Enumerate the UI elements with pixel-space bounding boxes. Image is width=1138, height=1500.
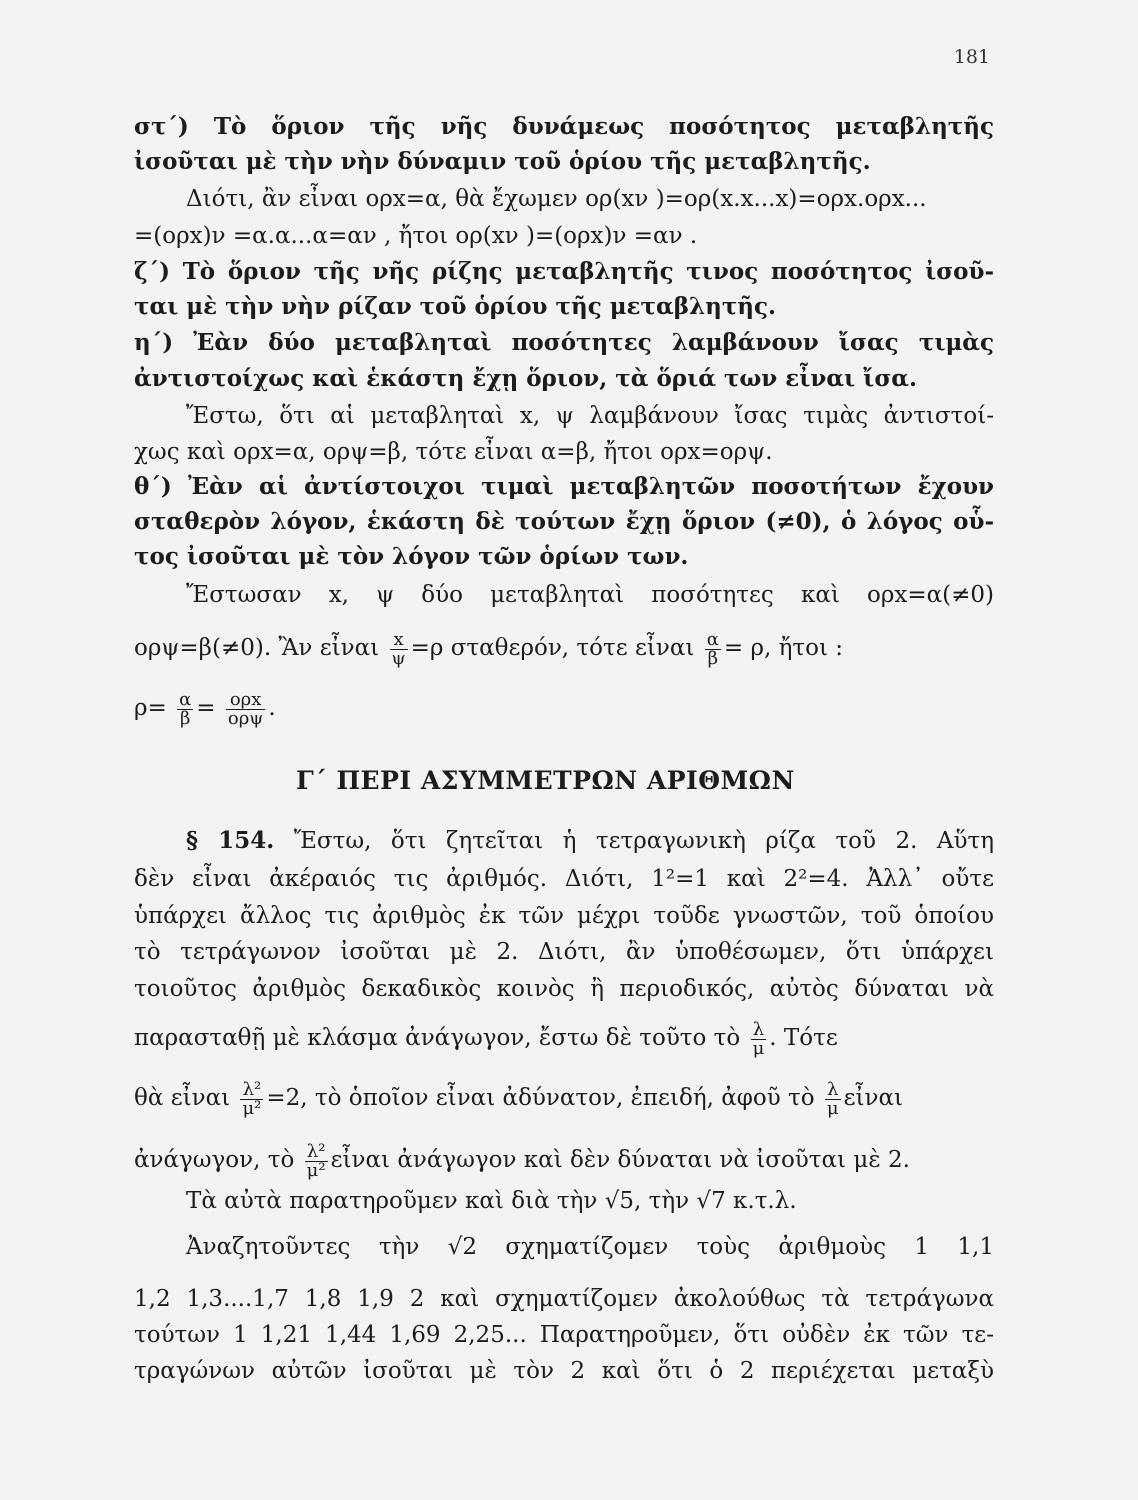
text-segment: =2, τὸ ὁποῖον εἶναι ἀδύνατον, ἐπειδή, ἀφοῦ τὸ bbox=[266, 1085, 815, 1111]
fraction-lambda-over-mu bbox=[751, 1018, 767, 1059]
numerator: λ bbox=[751, 1021, 767, 1040]
proposition-th-line-1: θ΄) Ἐὰν αἱ ἀντίστοιχοι τιμαὶ μεταβλητῶν ποσοτήτων ἔχουν bbox=[134, 473, 994, 500]
proposition-z-line-2: ται μὲ τὴν νὴν ρίζαν τοῦ ὁρίου τῆς μεταβλητῆς. bbox=[134, 293, 777, 320]
denominator: μ bbox=[752, 1037, 765, 1059]
section-154-line-2: δὲν εἶναι ἀκέραιός τις ἀριθμός. Διότι, 1²=1 καὶ 2²=4. Ἀλλ᾽ οὔτε bbox=[134, 866, 994, 892]
proposition-st-line-1: στ΄) Τὸ ὅριον τῆς νῆς δυνάμεως ποσότητος μεταβλητῆς bbox=[134, 113, 994, 140]
numerator: λ bbox=[825, 1081, 841, 1100]
section-154-line-7 bbox=[134, 1074, 994, 1122]
numerator: x bbox=[390, 631, 408, 650]
proof-st-line-2: =(ορx)ν =α.α...α=αν , ἤτοι ορ(xν )=(ορx)ν =αν . bbox=[134, 223, 698, 249]
fraction-alpha-over-beta bbox=[177, 688, 193, 729]
numerator: λ² bbox=[240, 1081, 263, 1100]
section-154-line-5: τοιοῦτος ἀριθμὸς δεκαδικὸς κοινὸς ἢ περιοδικός, αὐτὸς δύναται νὰ bbox=[134, 976, 994, 1002]
proof-th-line-2 bbox=[134, 626, 994, 670]
page-number: 181 bbox=[953, 46, 990, 68]
text-segment: εἶναι bbox=[843, 1085, 904, 1111]
denominator: β bbox=[707, 647, 719, 669]
text-segment: . bbox=[268, 695, 276, 721]
text-segment: ρ= bbox=[134, 695, 167, 721]
fraction-lambda-over-mu bbox=[825, 1078, 841, 1119]
numerator: α bbox=[179, 688, 192, 710]
numerator: λ² bbox=[305, 1143, 328, 1162]
proof-th-line-1: Ἔστωσαν x, ψ δύο μεταβληταὶ ποσότητες καὶ ορx=α(≠0) bbox=[186, 582, 994, 608]
fraction-x-over-psi bbox=[390, 628, 408, 669]
text-segment: ἀνάγωγον, τὸ bbox=[134, 1147, 295, 1173]
fraction-orx-over-orpsi bbox=[226, 688, 266, 729]
denominator: β bbox=[179, 707, 191, 729]
proposition-h-line-2: ἀντιστοίχως καὶ ἑκάστη ἔχῃ ὅριον, τὰ ὅριά των εἶναι ἴσα. bbox=[134, 365, 917, 392]
text-segment: = ρ, ἤτοι : bbox=[723, 635, 844, 661]
denominator: μ bbox=[826, 1097, 839, 1119]
proposition-th-line-2: σταθερὸν λόγον, ἑκάστη δὲ τούτων ἔχῃ ὅριον (≠0), ὁ λόγος οὗ- bbox=[134, 508, 994, 535]
denominator: μ² bbox=[306, 1159, 326, 1181]
numerator: α bbox=[706, 628, 719, 650]
text-segment: εἶναι ἀνάγωγον καὶ δὲν δύναται νὰ ἰσοῦται μὲ 2. bbox=[330, 1147, 910, 1173]
fraction-lambda2-over-mu2 bbox=[240, 1078, 263, 1119]
denominator: ορψ bbox=[227, 707, 264, 729]
proposition-h-line-1: η΄) Ἐὰν δύο μεταβληταὶ ποσότητες λαμβάνουν ἴσας τιμὰς bbox=[134, 329, 994, 356]
section-154-line-8 bbox=[134, 1136, 994, 1184]
denominator: ψ bbox=[391, 647, 406, 669]
section-154-line-13: τραγώνων αὐτῶν ἰσοῦται μὲ τὸν 2 καὶ ὅτι ὁ 2 περιέχεται μεταξὺ bbox=[134, 1358, 994, 1384]
numerator: ορx bbox=[226, 691, 266, 710]
section-number: § 154. bbox=[186, 827, 275, 854]
text-segment: =ρ σταθερόν, τότε εἶναι bbox=[410, 635, 695, 661]
proof-st-line-1: Διότι, ἂν εἶναι ορx=α, θὰ ἔχωμεν ορ(xν )=ορ(x.x...x)=ορx.ορx... bbox=[186, 186, 927, 212]
proposition-st-line-2: ἰσοῦται μὲ τὴν νὴν δύναμιν τοῦ ὁρίου τῆς μεταβλητῆς. bbox=[134, 148, 871, 175]
text-segment: παρασταθῇ μὲ κλάσμα ἀνάγωγον, ἔστω δὲ τοῦτο τὸ bbox=[134, 1025, 741, 1051]
text-segment: = bbox=[196, 695, 216, 721]
section-154-line-4: τὸ τετράγωνον ἰσοῦται μὲ 2. Διότι, ἂν ὑποθέσωμεν, ὅτι ὑπάρχει bbox=[134, 939, 994, 965]
text-segment: θὰ εἶναι bbox=[134, 1085, 231, 1111]
proposition-th-line-3: τος ἰσοῦται μὲ τὸν λόγον τῶν ὁρίων των. bbox=[134, 543, 689, 570]
section-154-line-9: Τὰ αὐτὰ παρατηροῦμεν καὶ διὰ τὴν √5, τὴν √7 κ.τ.λ. bbox=[186, 1188, 797, 1214]
proof-th-line-3 bbox=[134, 684, 994, 732]
section-154-line-6 bbox=[134, 1014, 994, 1062]
proof-h-line-1: Ἔστω, ὅτι αἱ μεταβληταὶ x, ψ λαμβάνουν ἴσας τιμὰς ἀντιστοί- bbox=[186, 403, 994, 429]
section-heading: Γ΄ ΠΕΡΙ ΑΣΥΜΜΕΤΡΩΝ ΑΡΙΘΜΩΝ bbox=[296, 766, 795, 795]
section-154-line-1 bbox=[134, 826, 994, 856]
proposition-z-line-1: ζ΄) Τὸ ὅριον τῆς νῆς ρίζης μεταβλητῆς τινος ποσότητος ἰσοῦ- bbox=[134, 258, 994, 285]
section-154-line-10: Ἀναζητοῦντες τὴν √2 σχηματίζομεν τοὺς ἀριθμοὺς 1 1,1 bbox=[186, 1234, 994, 1260]
section-154-line-11: 1,2 1,3....1,7 1,8 1,9 2 καὶ σχηματίζομεν ἀκολούθως τὰ τετράγωνα bbox=[134, 1286, 994, 1312]
text-segment: . Τότε bbox=[769, 1025, 838, 1051]
section-154-line-3: ὑπάρχει ἄλλος τις ἀριθμὸς ἐκ τῶν μέχρι τοῦδε γνωστῶν, τοῦ ὁποίου bbox=[134, 903, 994, 929]
section-154-line-12: τούτων 1 1,21 1,44 1,69 2,25... Παρατηροῦμεν, ὅτι οὐδὲν ἐκ τῶν τε- bbox=[134, 1322, 994, 1348]
text-segment: ορψ=β(≠0). Ἂν εἶναι bbox=[134, 635, 380, 661]
proof-h-line-2: χως καὶ ορx=α, ορψ=β, τότε εἶναι α=β, ἤτοι ορx=ορψ. bbox=[134, 439, 773, 465]
denominator: μ² bbox=[242, 1097, 262, 1119]
text-segment: Ἔστω, ὅτι ζητεῖται ἡ τετραγωνικὴ ρίζα τοῦ 2. Αὕτη bbox=[293, 828, 995, 854]
fraction-lambda2-over-mu2 bbox=[305, 1140, 328, 1181]
fraction-alpha-over-beta bbox=[705, 628, 721, 669]
